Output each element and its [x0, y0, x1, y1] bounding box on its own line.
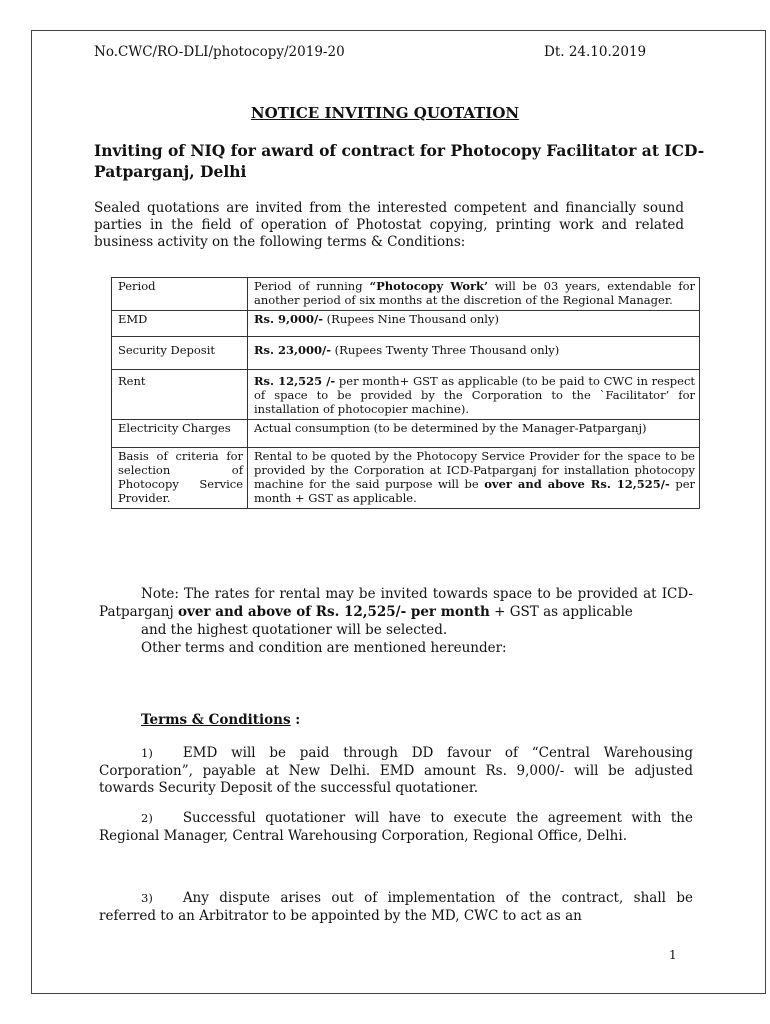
row-value-basis: Rental to be quoted by the Photocopy Service Provider for the space to be provided by the Corporation at ICD-Patparganj for installation photocopy machine for the said purpose will be over and above Rs. 12,525/- per month + GST as applicable.	[248, 448, 700, 509]
terms-heading: Terms & Conditions :	[141, 712, 301, 728]
notice-title: NOTICE INVITING QUOTATION	[250, 104, 520, 122]
note-line-selection: and the highest quotationer will be selected.	[141, 622, 448, 638]
reference-number: No.CWC/RO-DLI/photocopy/2019-20	[94, 44, 345, 60]
row-value-security-deposit: Rs. 23,000/- (Rupees Twenty Three Thousand only)	[248, 337, 700, 370]
row-label-basis: Basis of criteria for selection of Photocopy Service Provider.	[112, 448, 248, 509]
table-row	[112, 278, 700, 311]
table-row	[112, 448, 700, 509]
notice-date: Dt. 24.10.2019	[544, 44, 647, 60]
row-label-emd: EMD	[112, 311, 248, 337]
row-label-rent: Rent	[112, 370, 248, 420]
row-value-electricity: Actual consumption (to be determined by the Manager-Patparganj)	[248, 420, 700, 448]
note-paragraph: Note: The rates for rental may be invited towards space to be provided at ICD-Patparganj over and above of Rs. 12,525/- per month + GST as applicable and the highest quotationer will be selected. Other terms and condition are mentioned hereunder:	[99, 586, 693, 656]
row-value-rent: Rs. 12,525 /- per month+ GST as applicable (to be paid to CWC in respect of space to be provided by the Corporation to the `Facilitator’ for installation of photocopier machine).	[248, 370, 700, 420]
term-item-2: 2) Successful quotationer will have to execute the agreement with the Regional Manager, Central Warehousing Corporation, Regional Office, Delhi.	[99, 810, 693, 844]
intro-paragraph: Sealed quotations are invited from the interested competent and financially sound parties in the field of operation of Photostat copying, printing work and related business activity on the following terms & Conditions:	[94, 200, 684, 250]
row-value-period: Period of running “Photocopy Work’ will be 03 years, extendable for another period of six months at the discretion of the Regional Manager.	[248, 278, 700, 311]
table-row	[112, 420, 700, 448]
terms-table	[111, 277, 700, 509]
term-item-1: 1) EMD will be paid through DD favour of “Central Warehousing Corporation”, payable at New Delhi. EMD amount Rs. 9,000/- will be adjusted towards Security Deposit of the successful quotationer.	[99, 745, 693, 796]
notice-subtitle: Inviting of NIQ for award of contract for Photocopy Facilitator at ICD-Patparganj, Delhi	[94, 141, 705, 181]
row-label-period: Period	[112, 278, 248, 311]
table-row	[112, 311, 700, 337]
note-line-other-terms: Other terms and condition are mentioned hereunder:	[141, 640, 507, 656]
term-item-3: 3) Any dispute arises out of implementation of the contract, shall be referred to an Arbitrator to be appointed by the MD, CWC to act as an	[99, 890, 693, 924]
page-number: 1	[669, 948, 677, 962]
row-label-security-deposit: Security Deposit	[112, 337, 248, 370]
row-value-emd: Rs. 9,000/- (Rupees Nine Thousand only)	[248, 311, 700, 337]
table-row	[112, 337, 700, 370]
table-row	[112, 370, 700, 420]
row-label-electricity: Electricity Charges	[112, 420, 248, 448]
